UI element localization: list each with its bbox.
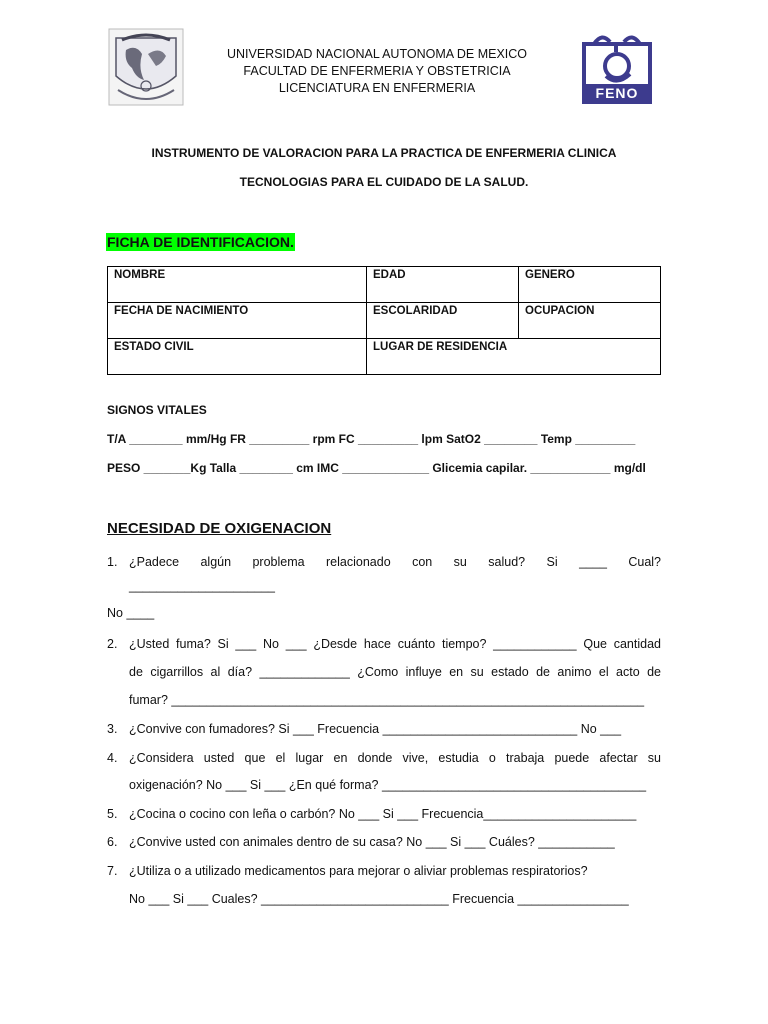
table-row — [108, 267, 661, 303]
q4-number: 4. — [107, 751, 118, 765]
sub-title: TECNOLOGIAS PARA EL CUIDADO DE LA SALUD. — [239, 175, 529, 189]
ficha-heading — [106, 234, 295, 252]
vitales-line-1: T/A ________ mm/Hg FR _________ rpm FC _________ lpm SatO2 ________ Temp _________ — [107, 432, 636, 446]
ficha-heading-text: FICHA DE IDENTIFICACION. — [107, 234, 294, 250]
q2-number: 2. — [107, 637, 118, 651]
header-line-3: LICENCIATURA EN ENFERMERIA — [278, 81, 476, 95]
q4-text-2: oxigenación? No ___ Si ___ ¿En qué forma? ______________________________________ — [129, 778, 647, 792]
q6-number: 6. — [107, 835, 118, 849]
table-cell-estado-civil: ESTADO CIVIL — [108, 339, 367, 375]
q5-number: 5. — [107, 807, 118, 821]
table-row — [108, 339, 661, 375]
q6-text: ¿Convive usted con animales dentro de su casa? No ___ Si ___ Cuáles? ___________ — [129, 835, 615, 849]
main-title: INSTRUMENTO DE VALORACION PARA LA PRACTICA DE ENFERMERIA CLINICA — [151, 146, 617, 160]
q2-text-2: de cigarrillos al día? _____________ ¿Como influye en su estado de animo el acto de — [129, 665, 661, 679]
feno-logo-text: FENO — [595, 85, 639, 101]
institution-header — [200, 46, 554, 97]
table-cell-nombre: NOMBRE — [108, 267, 367, 303]
table-cell-fecha-nacimiento: FECHA DE NACIMIENTO — [108, 303, 367, 339]
q3-number: 3. — [107, 722, 118, 736]
table-cell-ocupacion: OCUPACION — [519, 303, 661, 339]
identification-table — [107, 266, 661, 375]
q1-number: 1. — [107, 555, 118, 569]
unam-crest-logo — [108, 28, 184, 106]
q5-text: ¿Cocina o cocino con leña o carbón? No ___ Si ___ Frecuencia______________________ — [129, 807, 637, 821]
header-line-2: FACULTAD DE ENFERMERIA Y OBSTETRICIA — [243, 64, 511, 78]
table-cell-genero: GENERO — [519, 267, 661, 303]
vitales-heading: SIGNOS VITALES — [107, 403, 207, 417]
q7-text-1: ¿Utiliza o a utilizado medicamentos para mejorar o aliviar problemas respiratorios? — [129, 864, 588, 878]
q1-text: ¿Padece algún problema relacionado con su salud? Si ____ Cual? — [129, 555, 661, 569]
table-cell-edad: EDAD — [367, 267, 519, 303]
q1-no: No ____ — [107, 606, 155, 620]
q7-number: 7. — [107, 864, 118, 878]
oxigenacion-heading: NECESIDAD DE OXIGENACION — [107, 520, 332, 537]
q2-text-1: ¿Usted fuma? Si ___ No ___ ¿Desde hace cuánto tiempo? ____________ Que cantidad — [129, 637, 661, 651]
q3-text: ¿Convive con fumadores? Si ___ Frecuencia ____________________________ No ___ — [129, 722, 622, 736]
vitales-line-2: PESO _______Kg Talla ________ cm IMC _____________ Glicemia capilar. ____________ mg/dl — [107, 461, 646, 475]
q4-text-1: ¿Considera usted que el lugar en donde vive, estudia o trabaja puede afectar su — [129, 751, 661, 765]
feno-logo — [580, 30, 656, 106]
header-line-1: UNIVERSIDAD NACIONAL AUTONOMA DE MEXICO — [226, 47, 528, 61]
table-cell-escolaridad: ESCOLARIDAD — [367, 303, 519, 339]
q2-text-3: fumar? ____________________________________________________________________ — [129, 693, 645, 707]
q7-text-2: No ___ Si ___ Cuales? ___________________________ Frecuencia ________________ — [129, 892, 629, 906]
table-cell-lugar-residencia: LUGAR DE RESIDENCIA — [367, 339, 661, 375]
q1-blank: _____________________ — [129, 579, 275, 593]
table-row — [108, 303, 661, 339]
